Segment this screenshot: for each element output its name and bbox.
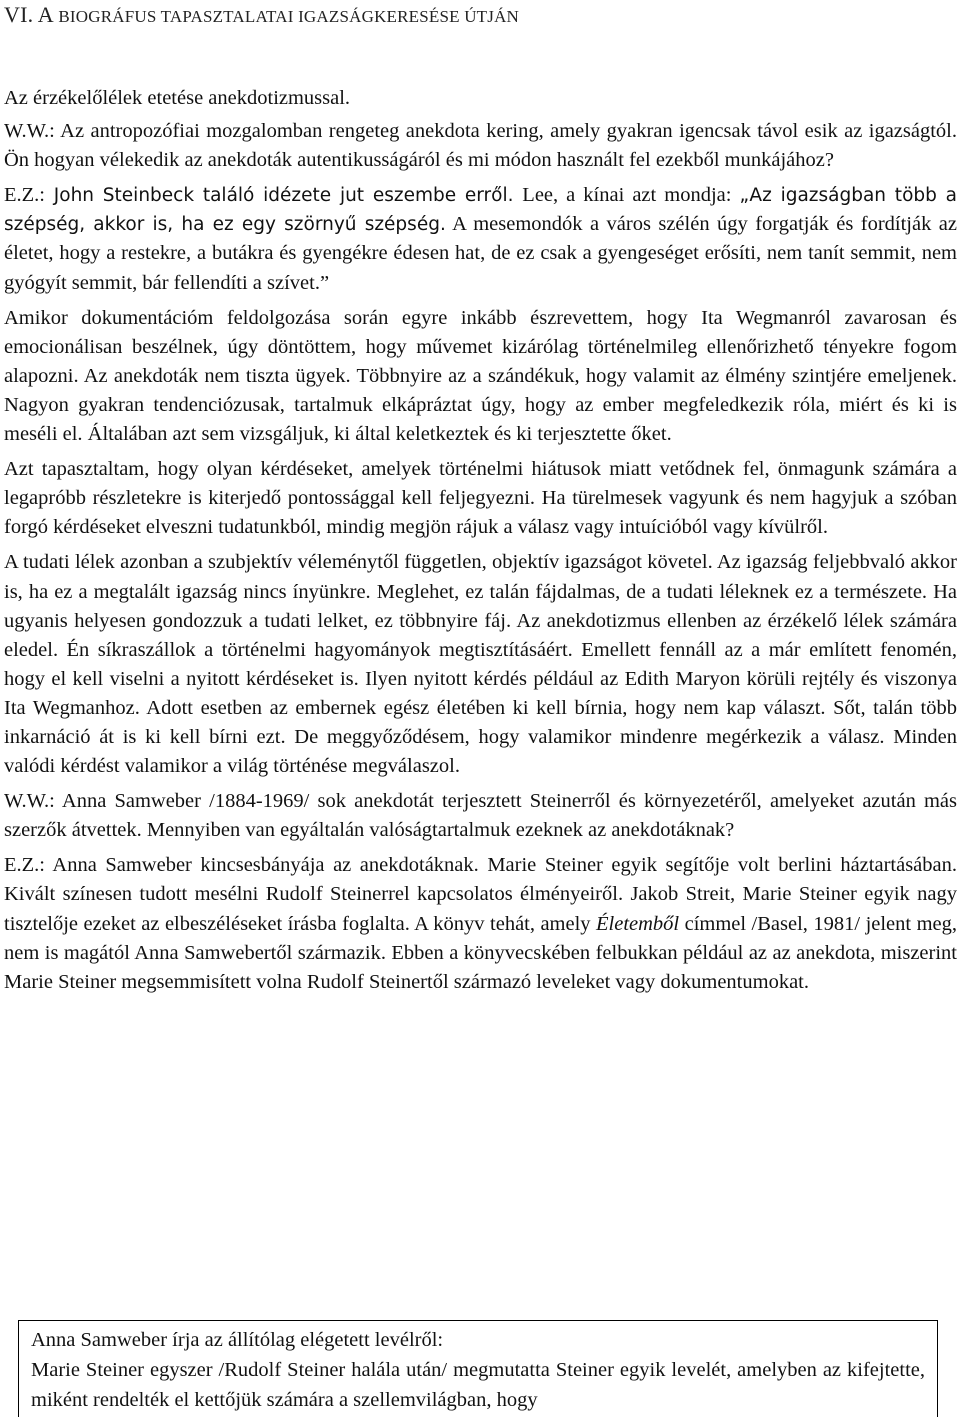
section-title: Az érzékelőlélek etetése anekdotizmussal. bbox=[4, 87, 351, 109]
book-title: Életemből bbox=[596, 912, 680, 935]
paragraph-experience: Azt tapasztaltam, hogy olyan kérdéseket, amelyek történelmi hiátusok miatt vetődnek fel, önmagunk számára a legapróbb részletekre is kiterjedő pontossággal kell feljegyezni. Ha türelmesek vagyunk és nem hagyjuk a szóban forgó kérdéseket elveszni tudatunkból, mindig megjön rájuk a válasz vagy intuícióból vagy kívülről. bbox=[4, 458, 957, 539]
chapter-heading bbox=[4, 2, 944, 30]
quote-box-heading: Anna Samweber írja az állítólag elégetett levélről: bbox=[31, 1329, 444, 1351]
paragraph-answer-2 bbox=[4, 851, 957, 996]
quote-rest: A mesemondók a város szélén úgy forgatják és fordítják az életet, hogy a restekre, a butákra és gyengékre édesen hat, de ez csak a gyengeséget erősíti, nem tanít semmit, nem gyógyít semmit, bár fellendíti a szívet.” bbox=[4, 213, 957, 294]
chapter-heading-prefix: VI. A bbox=[4, 2, 59, 27]
paragraph-question-1: W.W.: Az antropozófiai mozgalomban rengeteg anekdota kering, amely gyakran igencsak távol esik az igazságtól. Ön hogyan vélekedik az anekdoták autentikusságáról és mi módon használt fel ezekből munkájához? bbox=[4, 120, 957, 172]
answer-2-text-after: címmel /Basel, 1981/ jelent meg, nem is magától Anna Samwebertől származik. Ebben a könyvecskében felbukkan például az az anekdota, miszerint Marie Steiner megsemmisített volna Rudolf Steinertől származó leveleket vagy dokumentumokat. bbox=[4, 912, 957, 993]
paragraph-question-2: W.W.: Anna Samweber /1884-1969/ sok anekdotát terjesztett Steinerről és környezetéről, amelyeket azután más szerzők átvettek. Mennyiben van egyáltalán valóságtartalmuk ezeknek az anekdotáknak? bbox=[4, 790, 957, 842]
document-body bbox=[4, 84, 957, 1003]
speaker-label: E.Z.: bbox=[4, 184, 45, 207]
paragraph-consciousness-soul: A tudati lélek azonban a szubjektív véleménytől független, objektív igazságot követel. Az igazság feljebbvaló akkor is, ha ez a megtalált igazság nincs ínyünkre. Meglehet, ez talán fájdalmas, de a tudati léleknek ez a természete. Ha ugyanis helyesen gondozzuk a tudati lelket, ez többnyire fáj. Az anekdotizmus ellenben az érzékelő lélek számára eledel. Én síkraszállok a történelmi hagyományok megtisztításáért. Emellett fennáll az a már említett fenomén, hogy el kell viselni a nyitott kérdéseket is. Ilyen nyitott kérdés például az Edith Maryon körüli rejtély és viszonya Ita Wegmanhoz. Adott esetben az embernek egész életében ki kell bírnia, hogy nem kap választ. Sőt, talán több inkarnáció át is ki kell bírni ezt. De meggyőződésem, hogy valamikor mindenre megérkezik a válasz. Minden valódi kérdést valamikor a világ történése megválaszol. bbox=[4, 551, 957, 778]
quote-box-text: Marie Steiner egyszer /Rudolf Steiner halála után/ megmutatta Steiner egyik levelét, amelyben az kifejtette, miként rendelték el kettőjük számára a szellemvilágban, hogy bbox=[31, 1359, 925, 1411]
steinbeck-sentence: John Steinbeck találó idézete jut eszembe erről. bbox=[45, 185, 523, 207]
chapter-heading-title: BIOGRÁFUS TAPASZTALATAI IGAZSÁGKERESÉSE ÚTJÁN bbox=[58, 7, 520, 26]
lee-intro: Lee, a kínai azt mondja: bbox=[522, 184, 740, 207]
quote-box bbox=[18, 1320, 938, 1417]
quote-start: „Az igazságban több a szépség, akkor is, ha ez egy szörnyű szépség. bbox=[4, 185, 957, 236]
paragraph-documentation: Amikor dokumentációm feldolgozása során egyre inkább észrevettem, hogy Ita Wegmanról zavarosan és emocionálisan beszélnek, úgy döntöttem, hogy művemet kizárólag történelmileg ellenőrizhető tényekre fogom alapozni. Az anekdoták nem tiszta ügyek. Többnyire az a szándékuk, hogy valamit az élmény szintjére emeljenek. Nagyon gyakran tendenciózusak, tartalmuk elkápráztat úgy, hogy az ember megfeledkezik róla, miért és ki is meséli el. Általában azt sem vizsgáljuk, ki által keletkeztek és ki terjesztette őket. bbox=[4, 306, 957, 446]
answer-2-text-before: E.Z.: Anna Samweber kincsesbányája az anekdotáknak. Marie Steiner egyik segítője volt berlini háztartásában. Kivált színesen tudott mesélni Rudolf Steinerrel kapcsolatos élményeiről. Jakob Streit, Marie Steiner egyik nagy tisztelője ezeket az elbeszéléseket írásba foglalta. A könyv tehát, amely bbox=[4, 854, 957, 935]
paragraph-answer-1 bbox=[4, 181, 957, 297]
